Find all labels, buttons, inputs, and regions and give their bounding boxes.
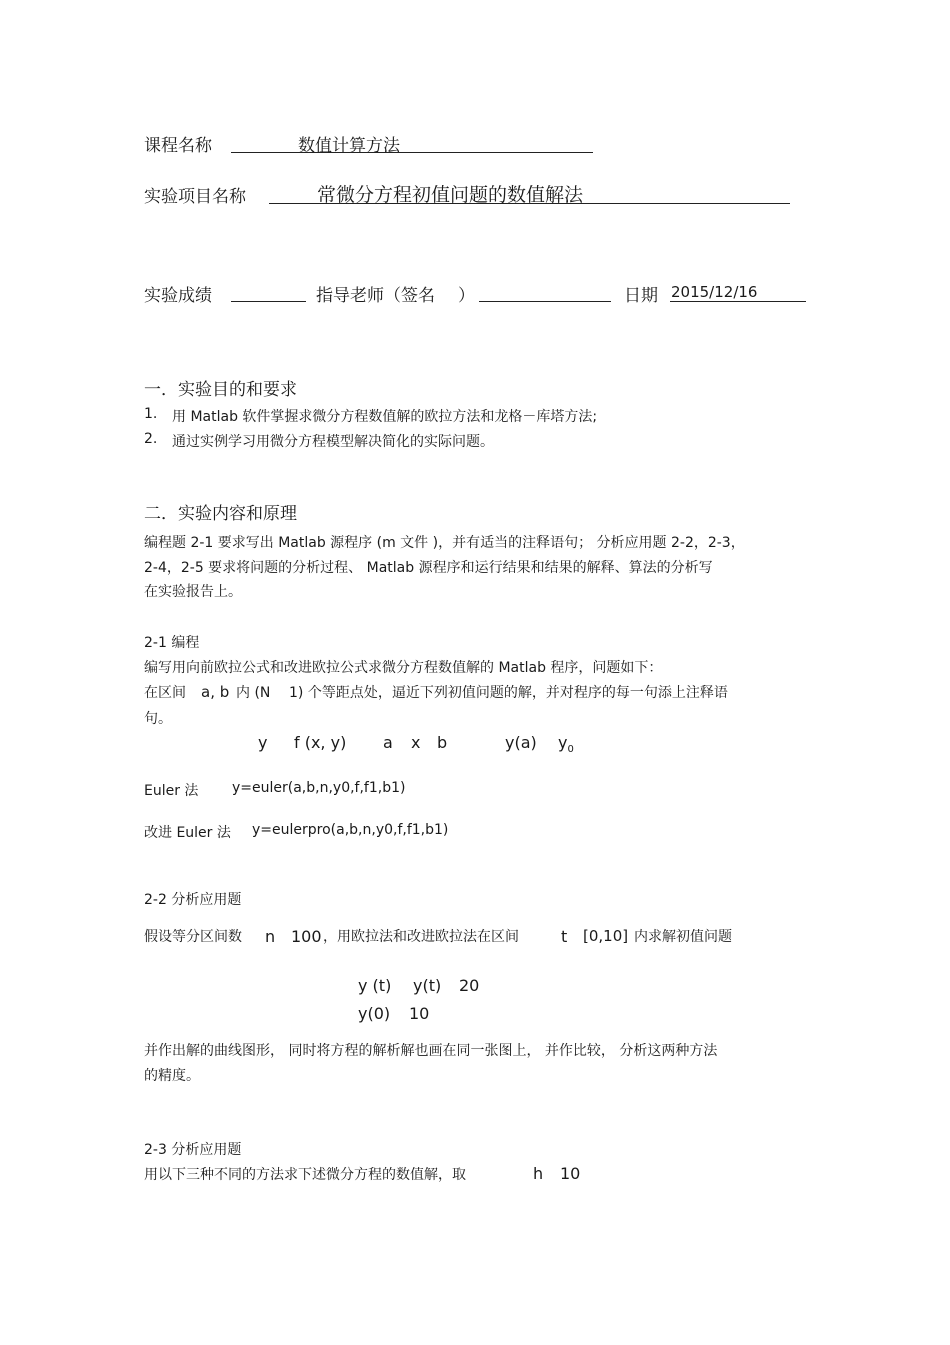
- p22-line1c: 100: [291, 927, 322, 946]
- p21-eq-y0: [558, 733, 574, 755]
- p22-line1g: 内求解初值问题: [634, 929, 732, 945]
- p21-euler-label: Euler 法: [144, 783, 199, 799]
- p21-eulerpro-code: y=eulerpro(a,b,n,y0,f,f1,b1): [252, 822, 449, 838]
- course-value: 数值计算方法: [298, 136, 400, 156]
- section1-heading: 一．实验目的和要求: [144, 380, 297, 400]
- p22-line1a: 假设等分区间数: [144, 929, 242, 945]
- p21-eq-y: y: [258, 733, 268, 752]
- date-value: 2015/12/16: [671, 283, 758, 301]
- grade-label: 实验成绩: [144, 286, 212, 306]
- p21-eq-f: f (x, y): [294, 733, 347, 752]
- p21-eq-b: b: [437, 733, 448, 752]
- p23-line1v: 10: [560, 1164, 581, 1183]
- p23-line1h: h: [533, 1164, 544, 1183]
- section1-item-2-num: 2.: [144, 431, 158, 447]
- section2-heading: 二．实验内容和原理: [144, 504, 297, 524]
- date-label: 日期: [624, 286, 658, 306]
- p22-eq1b: y(t): [413, 976, 442, 995]
- p21-title: 2-1 编程: [144, 635, 200, 651]
- p21-line2b: a, b: [201, 683, 230, 701]
- p22-line2: 并作出解的曲线图形， 同时将方程的解析解也画在同一张图上， 并作比较， 分析这两种方法: [144, 1043, 718, 1059]
- p22-line1f: [0,10]: [583, 927, 629, 945]
- p22-line1e: t: [561, 927, 568, 946]
- p23-title: 2-3 分析应用题: [144, 1142, 242, 1158]
- p21-eulerpro-label: 改进 Euler 法: [144, 825, 231, 841]
- section2-para-line3: 在实验报告上。: [144, 584, 242, 600]
- p22-line1d: ，用欧拉法和改进欧拉法在区间: [323, 929, 519, 945]
- teacher-close: ）: [458, 286, 475, 306]
- section1-item-1-text: 用 Matlab 软件掌握求微分方程数值解的欧拉方法和龙格－库塔方法;: [172, 409, 598, 425]
- p22-line1b: n: [265, 927, 276, 946]
- section2-para-line2: 2-4，2-5 要求将问题的分析过程、 Matlab 源程序和运行结果和结果的解释、算法的分析写: [144, 560, 713, 576]
- date-underline: [670, 301, 806, 302]
- p21-euler-code: y=euler(a,b,n,y0,f,f1,b1): [232, 780, 406, 796]
- teacher-underline: [479, 301, 611, 302]
- p22-eq2a: y(0): [358, 1004, 391, 1023]
- section1-item-2-text: 通过实例学习用微分方程模型解决简化的实际问题。: [172, 434, 494, 450]
- project-underline: [269, 203, 790, 204]
- p22-eq2b: 10: [409, 1004, 430, 1023]
- p21-eq-a: a: [383, 733, 393, 752]
- p21-line3: 句。: [144, 711, 172, 727]
- p22-eq1a: y (t): [358, 976, 392, 995]
- p22-title: 2-2 分析应用题: [144, 892, 242, 908]
- teacher-label: 指导老师（签名: [316, 286, 435, 306]
- project-label: 实验项目名称: [144, 187, 246, 207]
- grade-underline: [231, 301, 306, 302]
- course-label: 课程名称: [144, 136, 212, 156]
- p21-eq-y0-sub: 0: [567, 744, 574, 755]
- section1-item-1-num: 1.: [144, 406, 158, 422]
- p21-line2d: 1) 个等距点处，逼近下列初值问题的解，并对程序的每一句添上注释语: [289, 685, 728, 701]
- p21-line2a: 在区间: [144, 685, 186, 701]
- p21-line2c: 内 (N: [236, 685, 271, 701]
- p22-line3: 的精度。: [144, 1068, 200, 1084]
- p21-eq-y0-base: y: [558, 733, 568, 752]
- p22-eq1c: 20: [459, 976, 480, 995]
- course-underline: [231, 152, 593, 153]
- p21-line1: 编写用向前欧拉公式和改进欧拉公式求微分方程数值解的 Matlab 程序，问题如下：: [144, 660, 663, 676]
- project-value: 常微分方程初值问题的数值解法: [317, 184, 584, 206]
- section2-para-line1: 编程题 2-1 要求写出 Matlab 源程序 (m 文件 )，并有适当的注释语句； 分析应用题 2-2，2-3，: [144, 535, 745, 551]
- p21-eq-ya: y(a): [505, 733, 537, 752]
- p21-eq-x: x: [411, 733, 421, 752]
- p23-line1: 用以下三种不同的方法求下述微分方程的数值解，取: [144, 1167, 466, 1183]
